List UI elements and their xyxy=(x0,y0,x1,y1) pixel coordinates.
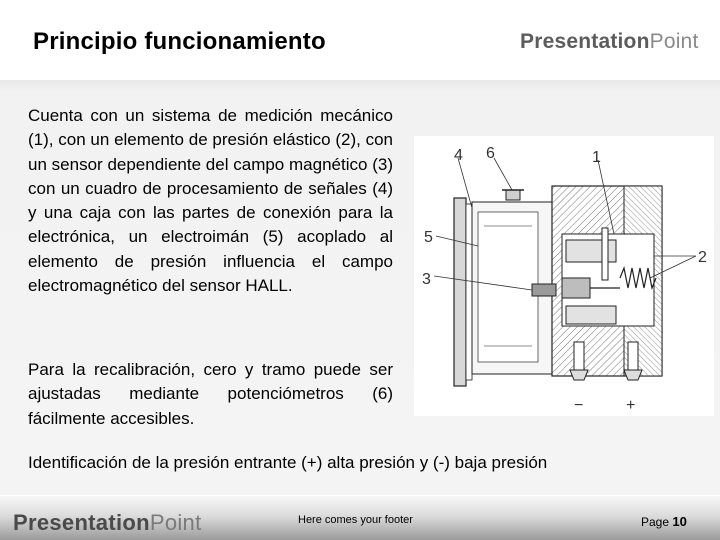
footer-logo-bold: Presentation xyxy=(13,510,150,535)
diagram-port-plus xyxy=(628,342,638,370)
body-paragraph-1: Cuenta con un sistema de medición mecánico (1), con un elemento de presión elástico (2), con un sensor dependiente del campo magnético (3) con un cuadro de procesamiento de señales (4) y una caja con las partes de conexión para la electrónica, un electroimán (5) acoplado al elemento de presión influencia el campo electromagnético del sensor HALL. xyxy=(28,106,393,296)
page-indicator xyxy=(641,514,687,529)
page-number: 10 xyxy=(672,514,687,529)
header-logo-bold: Presentation xyxy=(520,30,650,53)
body-paragraph-2: Para la recalibración, cero y tramo puede ser ajustadas mediante potenciómetros (6) fácilmente accesibles. xyxy=(28,360,393,428)
diagram-label-3: 3 xyxy=(422,271,431,288)
diagram-label-5: 5 xyxy=(424,229,433,246)
footer-logo xyxy=(13,510,202,536)
footer-logo-light: Point xyxy=(149,510,202,535)
diagram-plus-label: + xyxy=(626,397,636,414)
diagram-label-2: 2 xyxy=(698,249,707,266)
header-logo-light: Point xyxy=(649,30,699,53)
pressure-sensor-drawing xyxy=(414,136,714,416)
diagram-cover xyxy=(454,198,466,386)
footer-text: Here comes your footer xyxy=(298,514,413,526)
slide-title: Principio funcionamiento xyxy=(33,28,326,55)
pressure-caption: Identificación de la presión entrante (+) alta presión y (-) baja presión xyxy=(28,453,548,472)
diagram-minus-label: − xyxy=(574,397,584,414)
page-label: Page xyxy=(641,515,670,529)
diagram-label-4: 4 xyxy=(454,147,463,164)
diagram-potentiometer xyxy=(506,190,520,200)
diagram-hall-sensor xyxy=(532,284,556,296)
diagram-electromagnet xyxy=(562,278,590,298)
diagram-port-minus xyxy=(574,342,584,370)
diagram-label-6: 6 xyxy=(486,145,495,162)
pressure-sensor-diagram xyxy=(414,136,714,416)
diagram-label-1: 1 xyxy=(592,149,601,166)
header-logo xyxy=(520,30,698,54)
